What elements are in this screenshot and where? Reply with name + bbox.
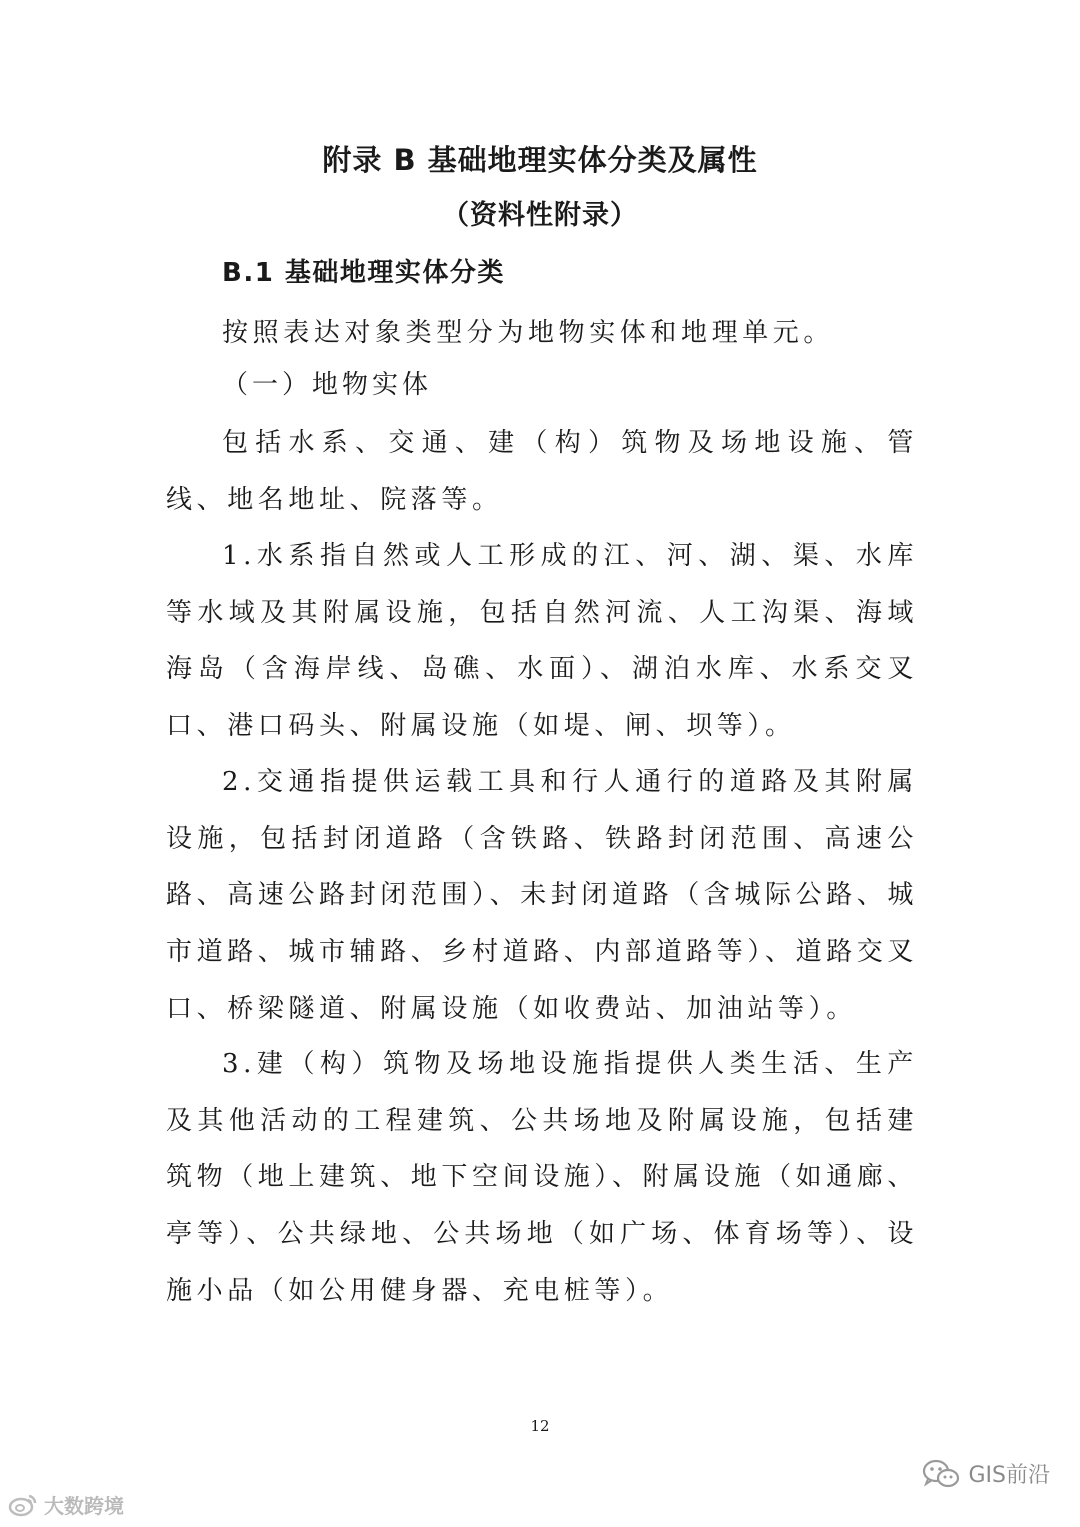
page-number: 12: [530, 1417, 550, 1435]
document-title: 附录 B 基础地理实体分类及属性: [322, 143, 758, 177]
weibo-logo-icon: [8, 1493, 38, 1517]
paragraph-overview: 包括水系、交通、建（构）筑物及场地设施、管线、地名地址、院落等。: [166, 428, 918, 515]
intro-paragraph: 按照表达对象类型分为地物实体和地理单元。: [222, 318, 835, 348]
paragraph-transportation: 2.交通指提供运载工具和行人通行的道路及其附属设施，包括封闭道路（含铁路、铁路封闭范围、高速公路、高速公路封闭范围）、未封闭道路（含城际公路、城市道路、城市辅路、乡村道路、内部道路等）、道路交叉口、桥梁隧道、附属设施（如收费站、加油站等）。: [166, 767, 919, 1024]
watermark-left-text: 大数跨境: [44, 1494, 124, 1518]
document-subtitle: （资料性附录）: [442, 200, 638, 231]
paragraph-water-system: 1.水系指自然或人工形成的江、河、湖、渠、水库等水域及其附属设施，包括自然河流、人工沟渠、海域海岛（含海岸线、岛礁、水面）、湖泊水库、水系交叉口、港口码头、附属设施（如堤、闸、坝等）。: [166, 541, 918, 742]
section-heading: B.1 基础地理实体分类: [222, 258, 505, 288]
watermark-right-text: GIS前沿: [968, 1463, 1050, 1488]
watermark-right: [922, 1458, 1050, 1489]
watermark-left: [8, 1490, 124, 1519]
sub-heading: （一）地物实体: [222, 370, 433, 400]
paragraph-buildings: 3.建（构）筑物及场地设施指提供人类生活、生产及其他活动的工程建筑、公共场地及附属设施，包括建筑物（地上建筑、地下空间设施）、附属设施（如通廊、亭等）、公共绿地、公共场地（如广场、体育场等）、设施小品（如公用健身器、充电桩等）。: [166, 1049, 919, 1306]
wechat-logo-icon: [922, 1459, 960, 1489]
